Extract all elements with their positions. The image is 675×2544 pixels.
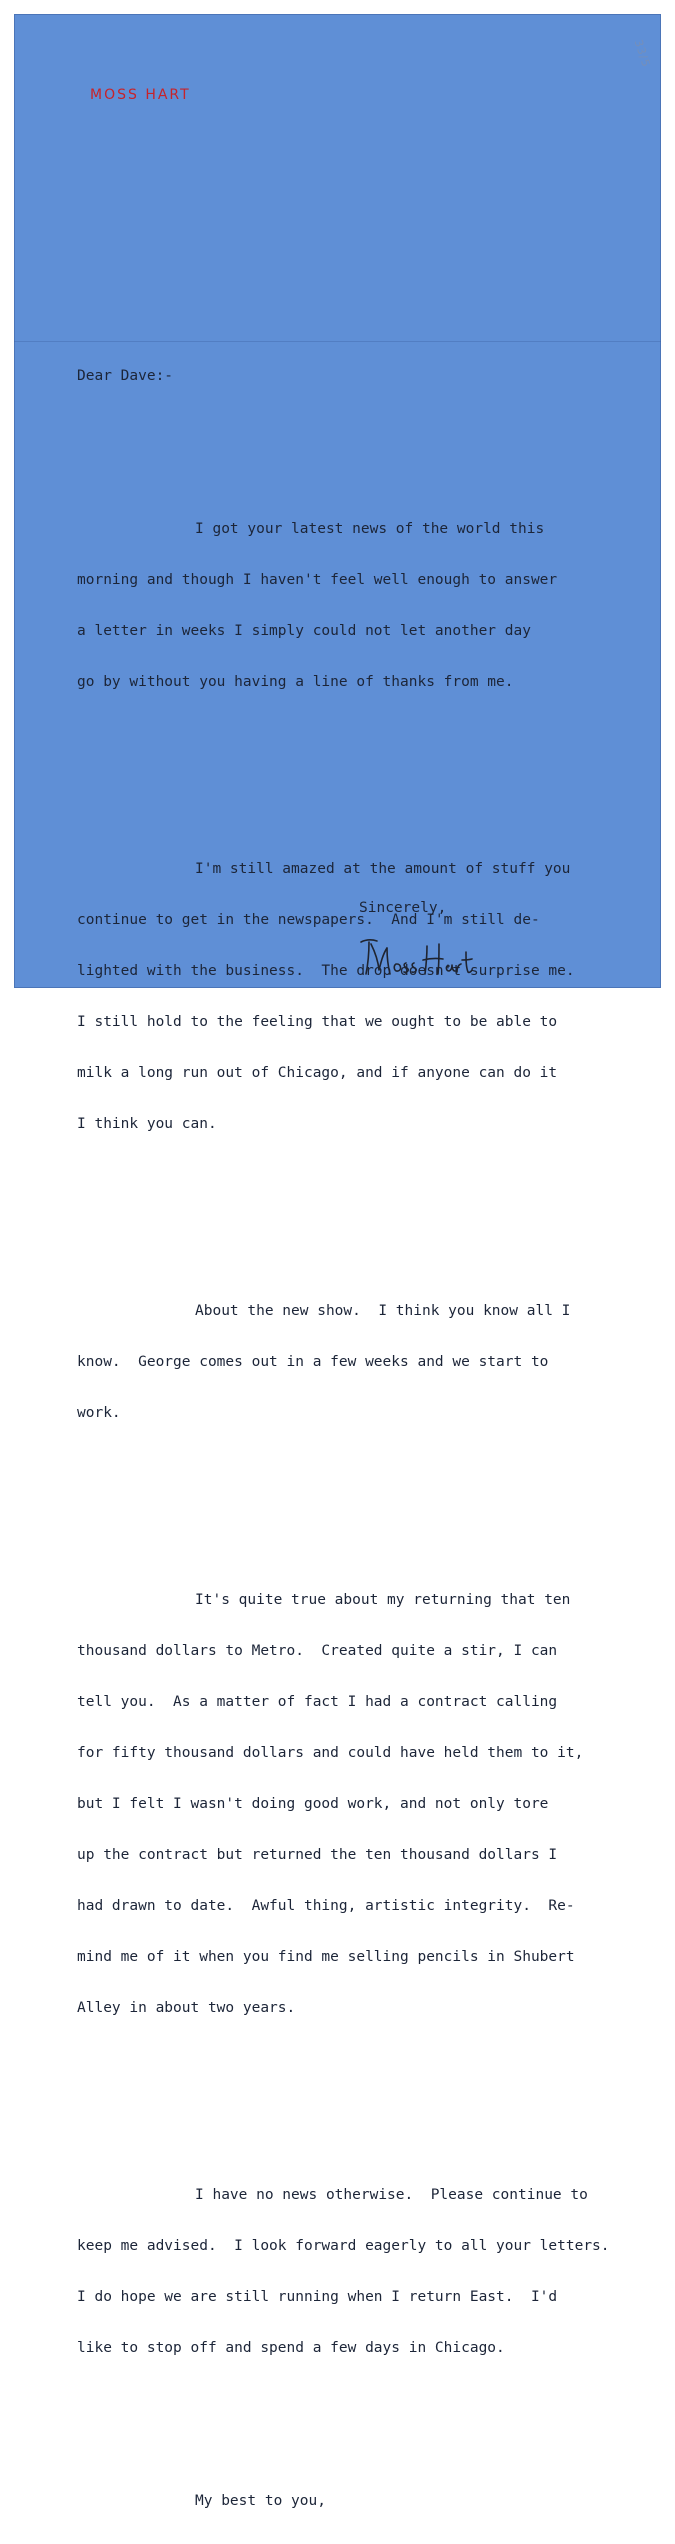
body-line: like to stop off and spend a few days in Chicago. (77, 2340, 505, 2356)
body-line: mind me of it when you find me selling pencils in Shubert (77, 1949, 575, 1965)
salutation: Dear Dave:- (77, 368, 174, 384)
body-line: I got your latest news of the world this (195, 521, 545, 537)
paragraph-1 (77, 487, 610, 725)
body-line: thousand dollars to Metro. Created quite a stir, I can (77, 1643, 558, 1659)
body-line: I'm still amazed at the amount of stuff you (195, 861, 571, 877)
paragraph-3 (77, 1269, 610, 1456)
body-line: lighted with the business. The drop doesn't surprise me. (77, 963, 575, 979)
body-line: work. (77, 1405, 121, 1421)
body-line: I have no news otherwise. Please continue to (195, 2187, 588, 2203)
body-line: I do hope we are still running when I return East. I'd (77, 2289, 558, 2305)
body-line: Alley in about two years. (77, 2000, 296, 2016)
body-line: a letter in weeks I simply could not let another day (77, 623, 531, 639)
body-line: I still hold to the feeling that we ought to be able to (77, 1014, 558, 1030)
body-line: up the contract but returned the ten thousand dollars I (77, 1847, 558, 1863)
body-line: had drawn to date. Awful thing, artistic integrity. Re- (77, 1898, 575, 1914)
body-line: I think you can. (77, 1116, 217, 1132)
closing: Sincerely, (359, 900, 447, 916)
paragraph-5 (77, 2153, 610, 2391)
body-line: know. George comes out in a few weeks and we start to (77, 1354, 549, 1370)
letter-body (77, 334, 610, 2544)
paragraph-4 (77, 1558, 610, 2051)
body-line: It's quite true about my returning that ten (195, 1592, 571, 1608)
sign-off: My best to you, (195, 2493, 326, 2509)
handwritten-signature (351, 930, 481, 985)
body-line: for fifty thousand dollars and could have held them to it, (77, 1745, 584, 1761)
letter-page (14, 14, 661, 2509)
letterhead: MOSS HART (90, 87, 191, 103)
body-line: tell you. As a matter of fact I had a contract calling (77, 1694, 558, 1710)
paragraph-2 (77, 827, 610, 1167)
body-line: continue to get in the newspapers. And I'm still de- (77, 912, 540, 928)
body-line: About the new show. I think you know all I (195, 1303, 571, 1319)
body-line: but I felt I wasn't doing good work, and not only tore (77, 1796, 549, 1812)
body-line: keep me advised. I look forward eagerly to all your letters. (77, 2238, 610, 2254)
archive-pencil-mark: 33/5 (631, 38, 653, 70)
body-line: go by without you having a line of thanks from me. (77, 674, 514, 690)
body-line: morning and though I haven't feel well enough to answer (77, 572, 558, 588)
body-line: milk a long run out of Chicago, and if anyone can do it (77, 1065, 558, 1081)
